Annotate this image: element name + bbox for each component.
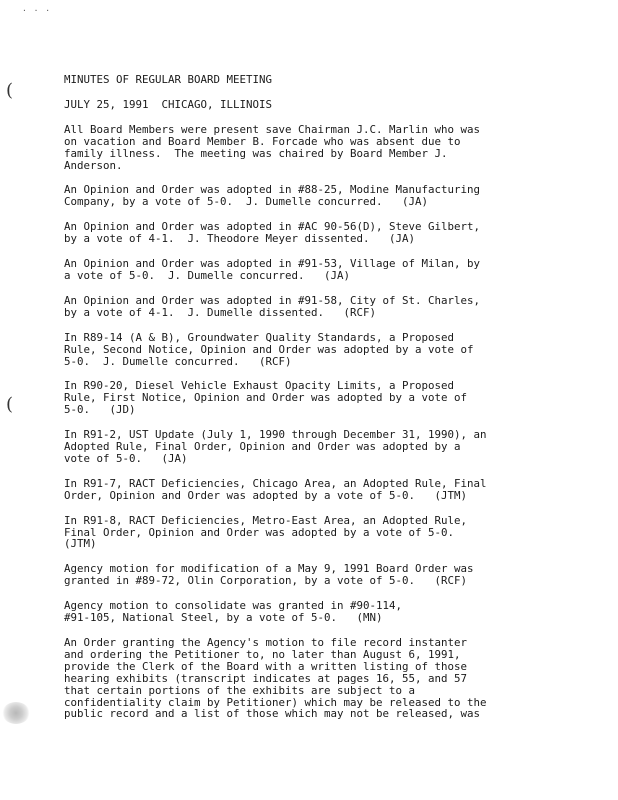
meeting-date-location: JULY 25, 1991 CHICAGO, ILLINOIS bbox=[64, 97, 273, 111]
minutes-paragraph: In R91-2, UST Update (July 1, 1990 through December 31, 1990), an Adopted Rule, Final Order, Opinion and Order was adopted by a vote of 5-0. (JA) bbox=[64, 428, 487, 465]
margin-bracket-mark: ( bbox=[6, 394, 14, 415]
minutes-header bbox=[64, 74, 544, 111]
minutes-paragraph: In R90-20, Diesel Vehicle Exhaust Opacity Limits, a Proposed Rule, First Notice, Opinion and Order was adopted by a vote of 5-0. (JD) bbox=[64, 379, 468, 417]
minutes-paragraph: An Opinion and Order was adopted in #91-58, City of St. Charles, by a vote of 4-1. J. Dumelle dissented. (RCF) bbox=[64, 293, 481, 319]
minutes-body bbox=[64, 74, 544, 733]
minutes-paragraph: In R91-7, RACT Deficiencies, Chicago Area, an Adopted Rule, Final Order, Opinion and Order was adopted by a vote of 5-0. (JTM) bbox=[64, 476, 487, 502]
minutes-paragraph: Agency motion to consolidate was granted in #90-114, #91-105, National Steel, by a vote of 5-0. (MN) bbox=[64, 599, 403, 625]
scan-smudge bbox=[2, 702, 30, 724]
minutes-paragraph: An Order granting the Agency's motion to file record instanter and ordering the Petitioner to, no later than August 6, 1991, provide the Clerk of the Board with a written listing of those hearing exhibits (transcript indicates at pages 16, 55, and 57 that certain portions of the exhibits are subject to a confidentiality claim by Petitioner) which may be released to the public record and a list of those which may not be released, was bbox=[64, 636, 487, 721]
minutes-paragraph: An Opinion and Order was adopted in #91-53, Village of Milan, by a vote of 5-0. J. Dumelle concurred. (JA) bbox=[64, 257, 481, 282]
margin-bracket-mark: ( bbox=[6, 80, 14, 101]
minutes-paragraph: In R89-14 (A & B), Groundwater Quality Standards, a Proposed Rule, Second Notice, Opinion and Order was adopted by a vote of 5-0. J. Dumelle concurred. (RCF) bbox=[64, 330, 474, 368]
minutes-paragraph: An Opinion and Order was adopted in #88-25, Modine Manufacturing Company, by a vote of 5-0. J. Dumelle concurred. (JA) bbox=[64, 183, 481, 209]
attendance-paragraph: All Board Members were present save Chairman J.C. Marlin who was on vacation and Board Member B. Forcade who was absent due to family illness. The meeting was chaired by Board Member J. Anderson. bbox=[64, 122, 481, 172]
minutes-paragraph: In R91-8, RACT Deficiencies, Metro-East Area, an Adopted Rule, Final Order, Opinion and Order was adopted by a vote of 5-0. (JTM) bbox=[64, 513, 468, 551]
minutes-paragraph: Agency motion for modification of a May 9, 1991 Board Order was granted in #89-72, Olin Corporation, by a vote of 5-0. (RCF) bbox=[64, 562, 474, 588]
minutes-title: MINUTES OF REGULAR BOARD MEETING bbox=[64, 73, 273, 86]
minutes-paragraph: An Opinion and Order was adopted in #AC 90-56(D), Steve Gilbert, by a vote of 4-1. J. Theodore Meyer dissented. (JA) bbox=[64, 220, 481, 246]
corner-scan-mark: · · · bbox=[22, 6, 52, 15]
